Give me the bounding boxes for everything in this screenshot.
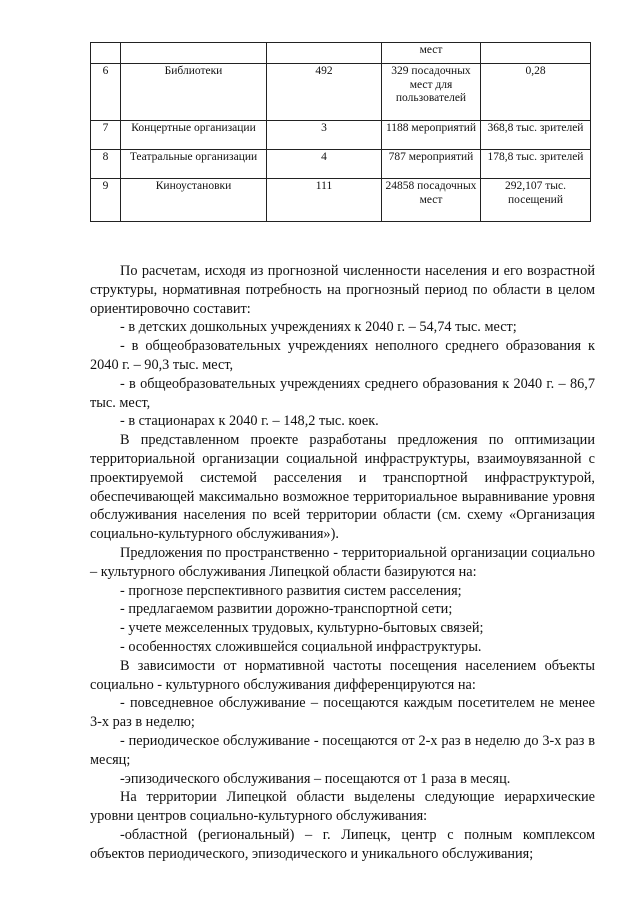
paragraph: По расчетам, исходя из прогнозной численности населения и его возрастной структуры, нормативная потребность на прогнозный период по области в целом ориентировочно составит: <box>90 263 595 317</box>
paragraph: Предложения по пространственно - территориальной организации социально – культурного обслуживания Липецкой области базируются на: <box>90 544 595 580</box>
list-item: -эпизодического обслуживания – посещаются от 1 раза в месяц. <box>120 770 511 787</box>
list-item: - в стационарах к 2040 г. – 148,2 тыс. коек. <box>120 413 379 430</box>
list-item: - прогнозе перспективного развития систем расселения; <box>120 582 462 599</box>
paragraph: В представленном проекте разработаны предложения по оптимизации территориальной организации социальной инфраструктуры, взаимоувязанной с проектируемой системой расселения и транспортной инфраструктурой, обеспечивающей максимально возможное территориальное выравнивание уровня обслуживания населения по всей территории области (см. схему «Организация социально-культурного обслуживания»). <box>90 432 595 543</box>
cell-norm: 0,28 <box>481 64 591 121</box>
cell-norm: 292,107 тыс. посещений <box>481 179 591 222</box>
cell-capacity: 1188 мероприятий <box>382 121 481 150</box>
list-item: - в общеобразовательных учреждениях неполного среднего образования к 2040 г. – 90,3 тыс. мест, <box>90 338 595 373</box>
cell-num: 9 <box>91 179 121 222</box>
table-row <box>91 64 591 121</box>
cell-num <box>91 43 121 64</box>
cell-norm: 368,8 тыс. зрителей <box>481 121 591 150</box>
cell-count: 492 <box>267 64 382 121</box>
table-row <box>91 121 591 150</box>
cell-name: Концертные организации <box>121 121 267 150</box>
cell-name <box>121 43 267 64</box>
list-item: - повседневное обслуживание – посещаются каждым посетителем не менее 3-х раз в неделю; <box>90 695 595 731</box>
body-text <box>90 262 595 864</box>
list-item: - периодическое обслуживание - посещаются от 2-х раз в неделю до 3-х раз в месяц; <box>90 732 595 768</box>
cell-capacity: 329 посадочных мест для пользователей <box>382 64 481 121</box>
cell-name: Библиотеки <box>121 64 267 121</box>
table-row <box>91 179 591 222</box>
list-item: - в общеобразовательных учреждениях среднего образования к 2040 г. – 86,7 тыс. мест, <box>90 375 595 411</box>
list-item: - особенностях сложившейся социальной инфраструктуры. <box>120 638 482 655</box>
table-row <box>91 150 591 179</box>
cell-count <box>267 43 382 64</box>
list-item: - в детских дошкольных учреждениях к 2040 г. – 54,74 тыс. мест; <box>120 319 517 336</box>
cell-name: Театральные организации <box>121 150 267 179</box>
paragraph: На территории Липецкой области выделены следующие иерархические уровни центров социально-культурного обслуживания: <box>90 789 595 825</box>
facilities-table <box>90 42 591 222</box>
list-item: -областной (региональный) – г. Липецк, центр с полным комплексом объектов периодического, эпизодического и уникального обслуживания; <box>90 826 595 862</box>
cell-num: 8 <box>91 150 121 179</box>
cell-capacity: 24858 посадочных мест <box>382 179 481 222</box>
paragraph: В зависимости от нормативной частоты посещения населением объекты социально - культурного обслуживания дифференцируются на: <box>90 657 595 693</box>
cell-capacity: 787 мероприятий <box>382 150 481 179</box>
table-row <box>91 43 591 64</box>
cell-norm: 178,8 тыс. зрителей <box>481 150 591 179</box>
cell-count: 4 <box>267 150 382 179</box>
cell-capacity: мест <box>382 43 481 64</box>
cell-count: 3 <box>267 121 382 150</box>
list-item: - учете межселенных трудовых, культурно-бытовых связей; <box>120 620 484 637</box>
cell-norm <box>481 43 591 64</box>
list-item: - предлагаемом развитии дорожно-транспортной сети; <box>120 601 453 618</box>
cell-name: Киноустановки <box>121 179 267 222</box>
cell-num: 6 <box>91 64 121 121</box>
cell-num: 7 <box>91 121 121 150</box>
cell-count: 111 <box>267 179 382 222</box>
